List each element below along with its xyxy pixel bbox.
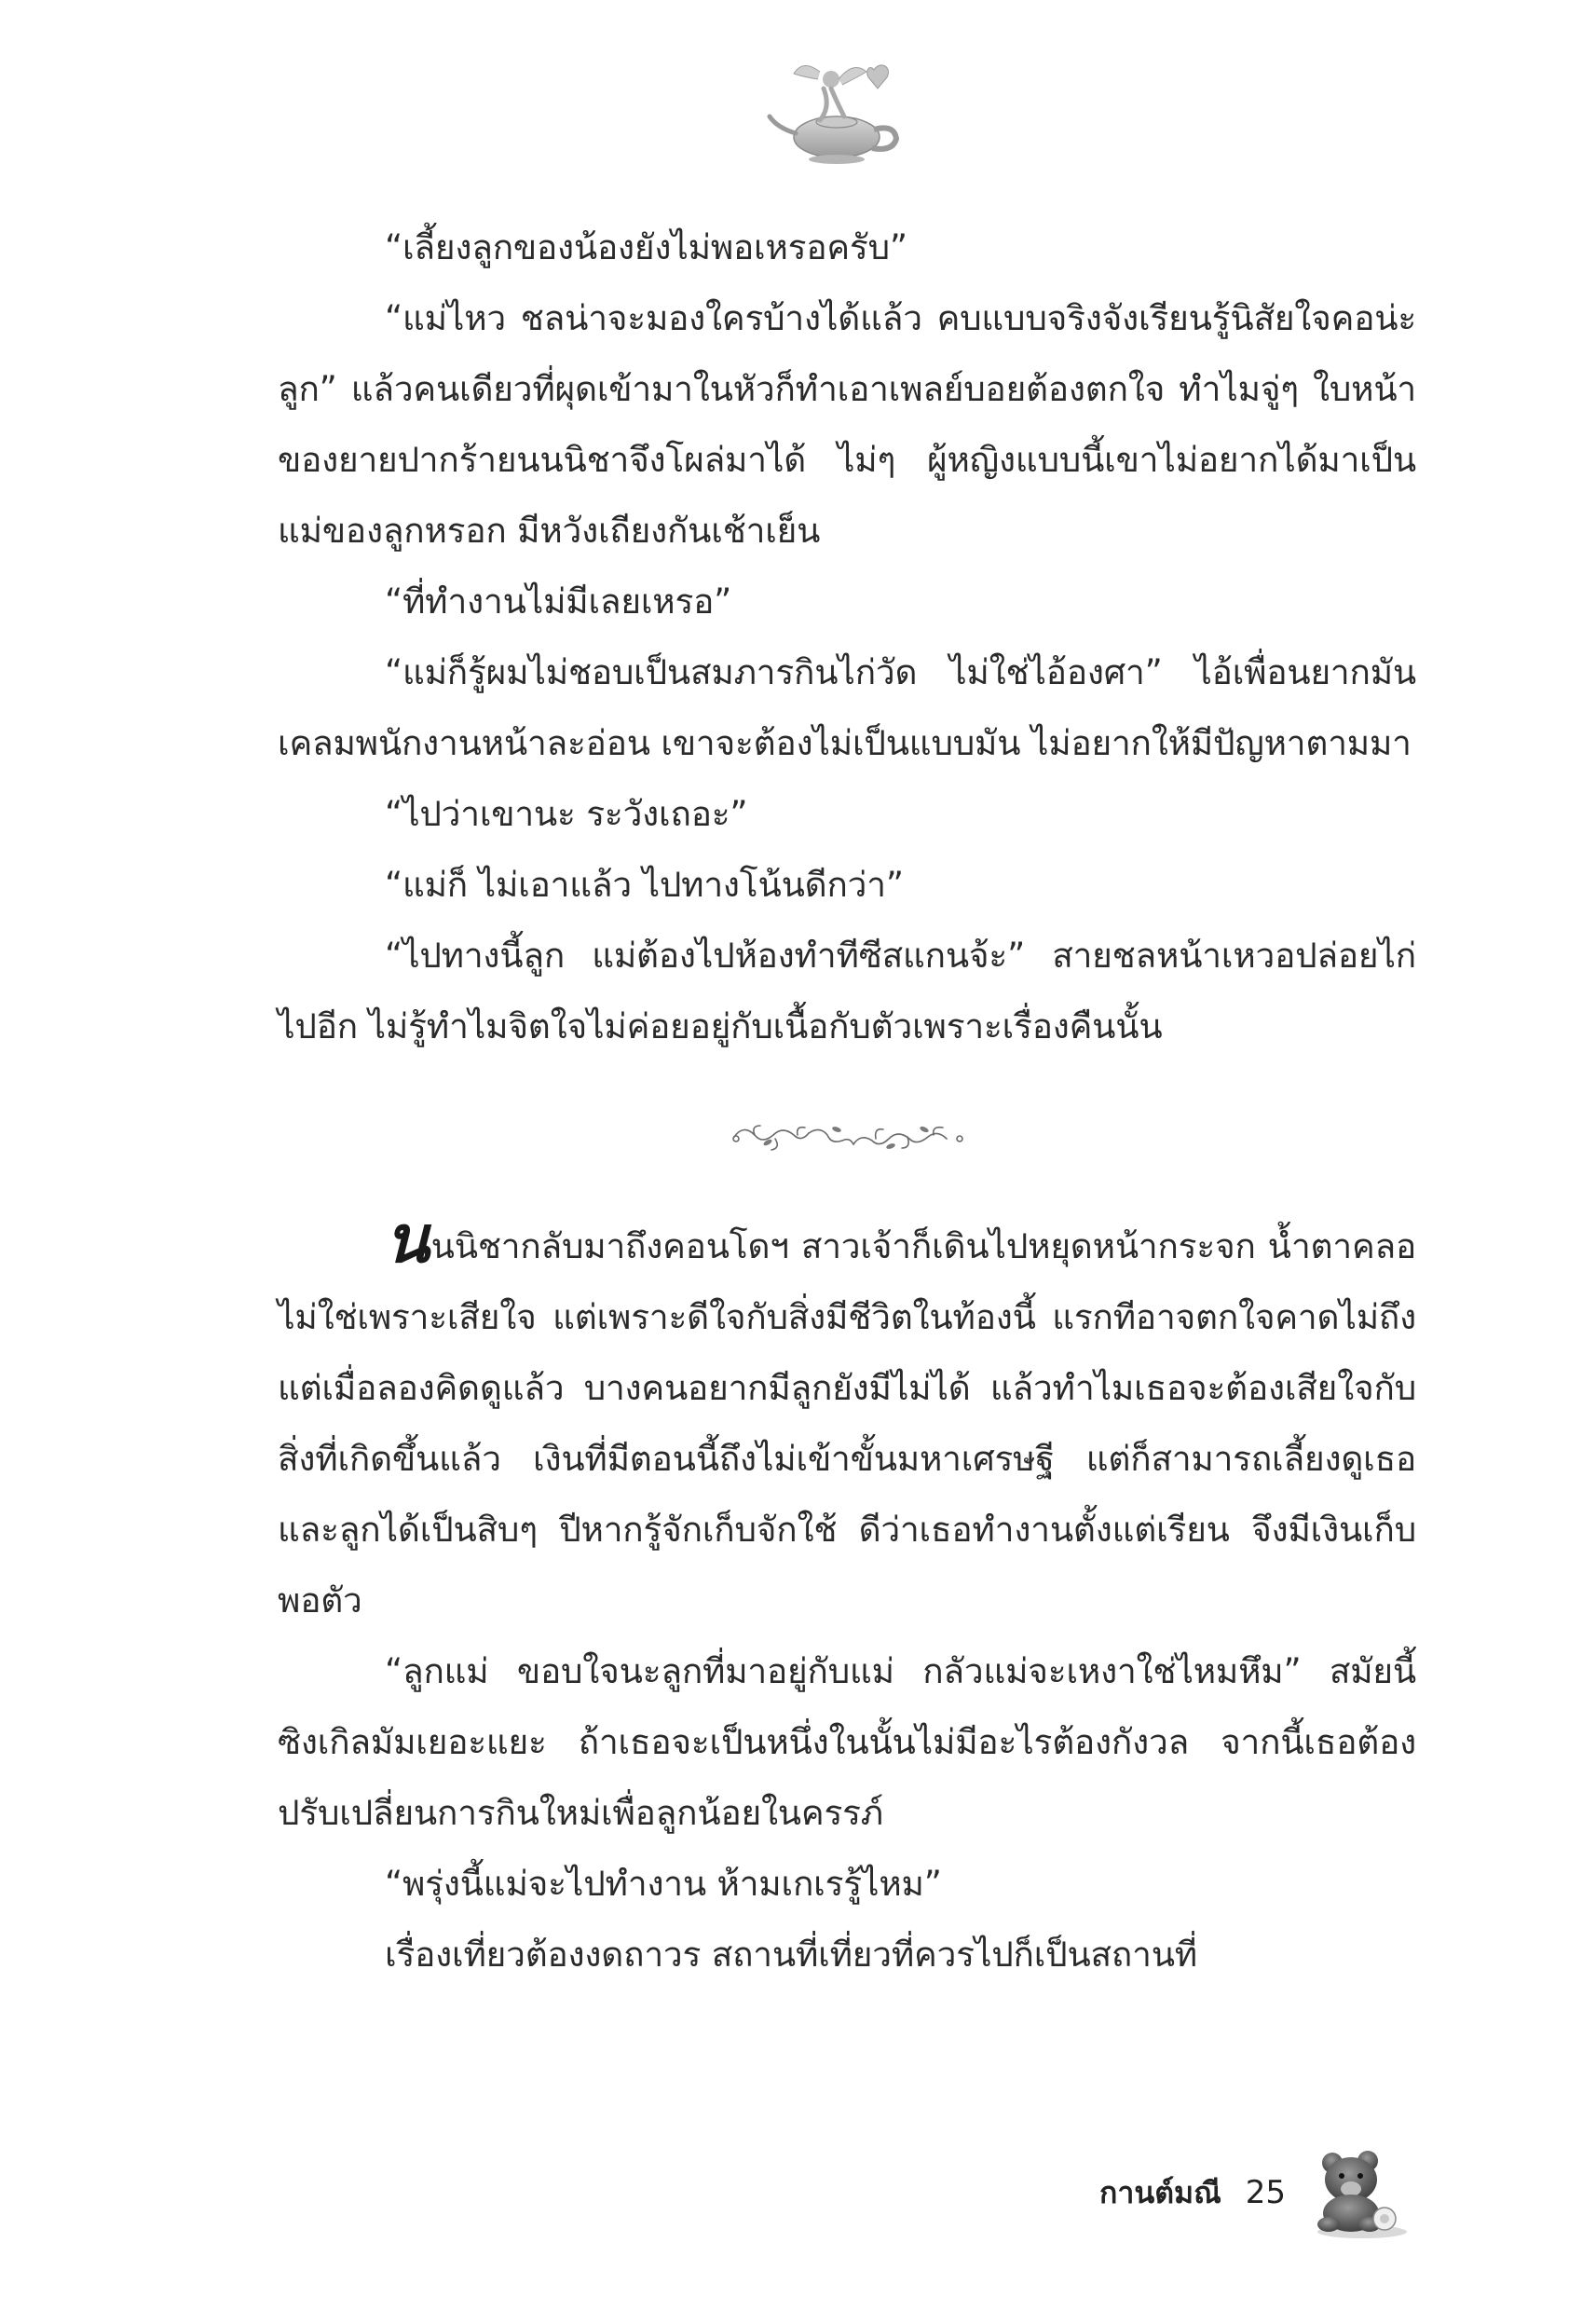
paragraph [278,1200,1416,1636]
chapter-body [278,212,1416,1990]
paragraph: “ที่ทำงานไม่มีเลยเหรอ” [385,581,732,622]
page-footer [1099,2160,1416,2225]
running-title: กานต์มณี [1099,2174,1221,2210]
floral-divider-icon [727,1118,969,1156]
paragraph-text: นนิชากลับมาถึงคอนโดฯ สาวเจ้าก็เดินไปหยุดหน้ากระจก น้ำตาคลอไม่ใช่เพราะเสียใจ แต่เพราะดีใจกับสิ่งมีชีวิตในท้องนี้ แรกทีอาจตกใจคาดไม่ถึง แต่เมื่อลองคิดดูแล้ว บางคนอยากมีลูกยังมีไม่ได้ แล้วทำไมเธอจะต้องเสียใจกับสิ่งที่เกิดขึ้นแล้ว เงินที่มีตอนนี้ถึงไม่เข้าขั้นมหาเศรษฐี แต่ก็สามารถเลี้ยงดูเธอและลูกได้เป็นสิบๆ ปีหากรู้จักเก็บจักใช้ ดีว่าเธอทำงานตั้งแต่เรียน จึงมีเงินเก็บพอตัว [278,1226,1416,1620]
paragraph: เรื่องเที่ยวต้องงดถาวร สถานที่เที่ยวที่ควรไปก็เป็นสถานที่ [385,1935,1197,1975]
teddy-bear-icon [1304,2146,1416,2239]
section-divider [278,1062,1416,1211]
paragraph: “เลี้ยงลูกของน้องยังไม่พอเหรอครับ” [385,227,907,267]
paragraph: “ลูกแม่ ขอบใจนะลูกที่มาอยู่กับแม่ กลัวแม่จะเหงาใช่ไหมหึม” สมัยนี้ซิงเกิลมัมเยอะแยะ ถ้าเธอจะเป็นหนึ่งในนั้นไม่มีอะไรต้องกังวล จากนี้เธอต้องปรับเปลี่ยนการกินใหม่เพื่อลูกน้อยในครรภ์ [278,1651,1416,1833]
paragraph: “แม่ไหว ชลน่าจะมองใครบ้างได้แล้ว คบแบบจริงจังเรียนรู้นิสัยใจคอน่ะลูก” แล้วคนเดียวที่ผุดเข้ามาในหัวก็ทำเอาเพลย์บอยต้องตกใจ ทำไมจู่ๆ ใบหน้าของยายปากร้ายนนนิชาจึงโผล่มาได้ ไม่ๆ ผู้หญิงแบบนี้เขาไม่อยากได้มาเป็นแม่ของลูกหรอก มีหวังเถียงกันเช้าเย็น [278,298,1416,551]
teapot-cupid-ornament-icon [764,51,913,172]
paragraph: “พรุ่งนี้แม่จะไปทำงาน ห้ามเกเรรู้ไหม” [385,1864,942,1904]
drop-cap: น [385,1200,430,1278]
page-number: 25 [1245,2174,1287,2211]
paragraph: “ไปทางนี้ลูก แม่ต้องไปห้องทำทีซีสแกนจ้ะ” สายชลหน้าเหวอปล่อยไก่ไปอีก ไม่รู้ทำไมจิตใจไม่ค่อยอยู่กับเนื้อกับตัวเพราะเรื่องคืนนั้น [278,936,1416,1046]
paragraph: “แม่ก็ ไม่เอาแล้ว ไปทางโน้นดีกว่า” [385,865,904,905]
paragraph: “ไปว่าเขานะ ระวังเถอะ” [385,794,748,834]
paragraph: “แม่ก็รู้ผมไม่ชอบเป็นสมภารกินไก่วัด ไม่ใช่ไอ้องศา” ไอ้เพื่อนยากมันเคลมพนักงานหน้าละอ่อน เขาจะต้องไม่เป็นแบบมัน ไม่อยากให้มีปัญหาตามมา [278,652,1416,763]
